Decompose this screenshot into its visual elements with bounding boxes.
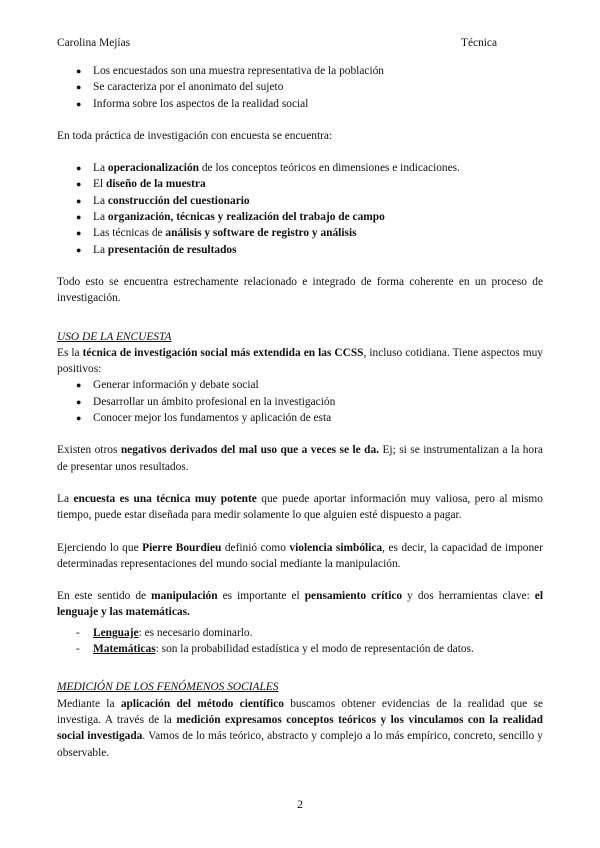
list-item: ● Los encuestados son una muestra representativa de la población [57, 63, 543, 79]
document-body [57, 63, 543, 761]
list-item: ● Las técnicas de análisis y software de registro y análisis [57, 225, 543, 241]
paragraph: Existen otros negativos derivados del mal uso que a veces se le da. Ej; si se instrumentalizan a la hora de presentar unos resultados. [57, 444, 543, 473]
paragraph: Ejerciendo lo que Pierre Bourdieu definió como violencia simbólica, es decir, la capacidad de imponer determinadas representaciones del mundo social mediante la manipulación. [57, 541, 544, 570]
section-title-uso: USO DE LA ENCUESTA [57, 330, 172, 343]
paragraph: Todo esto se encuentra estrechamente relacionado e integrado de forma coherente en un proceso de investigación. [57, 275, 543, 305]
paragraph: La encuesta es una técnica muy potente que puede aportar información muy valiosa, pero al mismo tiempo, puede estar diseñada para medir solamente lo que alguien esté dispuesto a pagar. [57, 492, 543, 522]
header-subject: Técnica [461, 37, 498, 49]
list-item: ● Desarrollar un ámbito profesional en la investigación [57, 394, 543, 410]
dash-list-tools [57, 625, 543, 658]
page-number: 2 [297, 797, 303, 811]
list-item: - Matemáticas: son la probabilidad estadística y el modo de representación de datos. [57, 641, 543, 657]
section-title-medicion: MEDICIÓN DE LOS FENÓMENOS SOCIALES [57, 681, 279, 694]
intro-paragraph: En toda práctica de investigación con encuesta se encuentra: [57, 129, 333, 142]
list-item: ● La organización, técnicas y realización del trabajo de campo [57, 209, 543, 225]
list-item: ● Se caracteriza por el anonimato del sujeto [57, 79, 543, 95]
list-item: ● Conocer mejor los fundamentos y aplicación de esta [57, 410, 543, 426]
paragraph: Mediante la aplicación del método científico buscamos obtener evidencias de la realidad que se investiga. A través de la medición expresamos conceptos teóricos y los vinculamos con la realidad social investigada. Vamos de lo más teórico, abstracto y complejo a lo más empírico, concreto, sencillo y observable. [57, 697, 543, 759]
list-item: ● Informa sobre los aspectos de la realidad social [57, 96, 543, 112]
list-item: - Lenguaje: es necesario dominarlo. [57, 625, 543, 641]
bullet-list-positives [57, 377, 543, 426]
paragraph: Es la técnica de investigación social más extendida en las CCSS, incluso cotidiana. Tiene aspectos muy positivos: [57, 346, 543, 376]
list-item: ● La construcción del cuestionario [57, 193, 543, 209]
list-item: ● La operacionalización de los conceptos teóricos en dimensiones e indicaciones. [57, 160, 543, 176]
list-item: ● Generar información y debate social [57, 377, 543, 393]
header-author: Carolina Mejías [57, 37, 131, 49]
paragraph: En este sentido de manipulación es importante el pensamiento crítico y dos herramientas clave: el lenguaje y las matemáticas. [57, 590, 543, 619]
bullet-list-practice [57, 160, 543, 258]
bullet-list-survey-traits [57, 63, 543, 112]
list-item: ● El diseño de la muestra [57, 176, 543, 192]
list-item: ● La presentación de resultados [57, 242, 543, 258]
